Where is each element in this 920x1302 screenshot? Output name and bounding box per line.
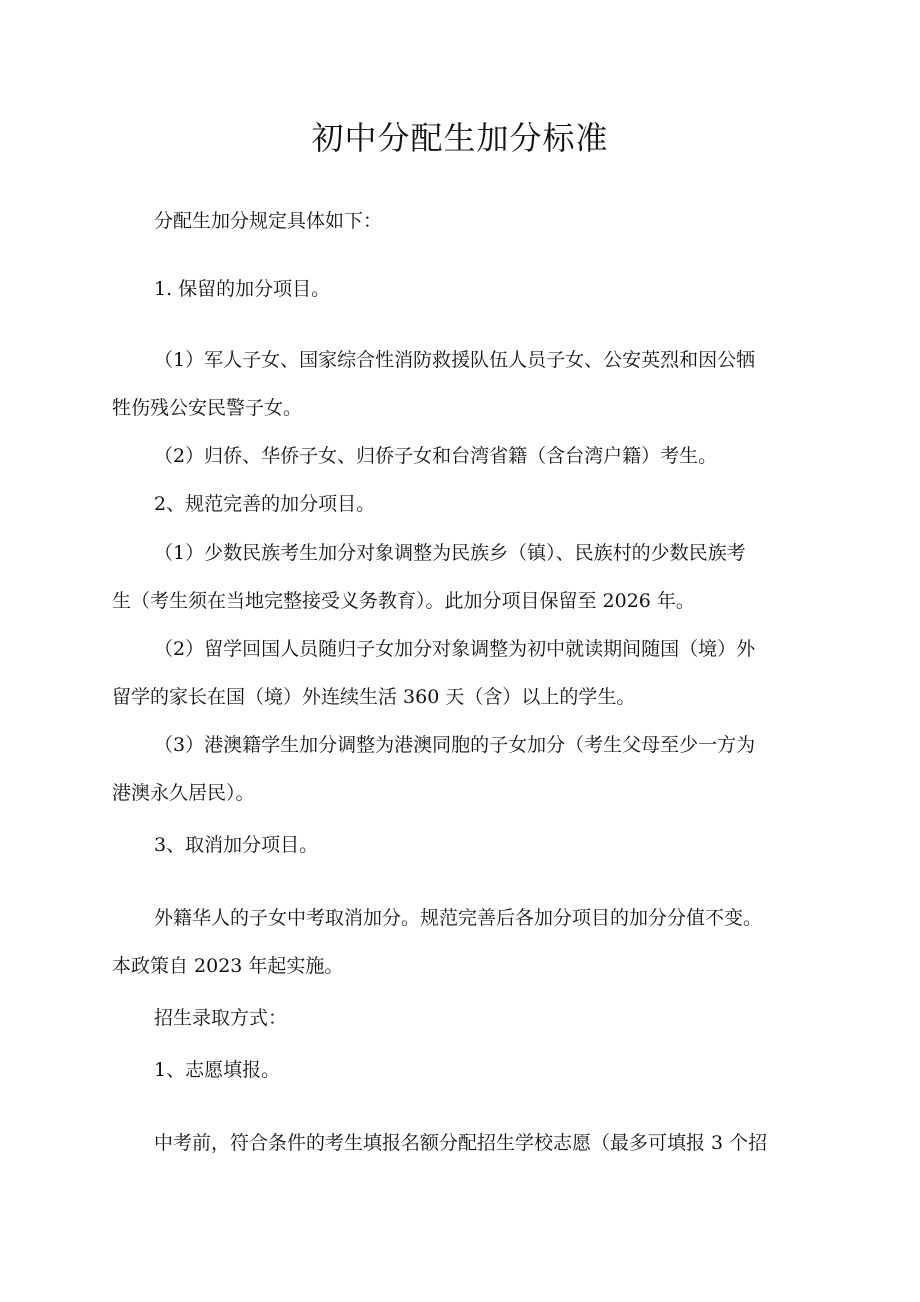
- section3-heading: 3、取消加分项目。: [154, 834, 319, 856]
- section1-item2: （2）归侨、华侨子女、归侨子女和台湾省籍（含台湾户籍）考生。: [154, 445, 718, 467]
- section2-heading: 2、规范完善的加分项目。: [154, 493, 376, 515]
- document-title: 初中分配生加分标准: [311, 119, 609, 157]
- section2-item3-line1: （3）港澳籍学生加分调整为港澳同胞的子女加分（考生父母至少一方为: [154, 734, 756, 756]
- section2-item1-line1: （1）少数民族考生加分对象调整为民族乡（镇）、民族村的少数民族考: [154, 542, 746, 564]
- admission-para-line1: 中考前，符合条件的考生填报名额分配招生学校志愿（最多可填报 3 个招: [154, 1132, 768, 1154]
- section1-heading: 1. 保留的加分项目。: [154, 278, 331, 300]
- admission-item1: 1、志愿填报。: [154, 1059, 281, 1081]
- section1-item1-line2: 牲伤残公安民警子女。: [112, 397, 303, 419]
- section2-item1-line2: 生（考生须在当地完整接受义务教育）。此加分项目保留至 2026 年。: [112, 590, 695, 612]
- section3-para-line2: 本政策自 2023 年起实施。: [112, 955, 344, 977]
- section2-item2-line1: （2）留学回国人员随归子女加分对象调整为初中就读期间随国（境）外: [154, 638, 756, 660]
- intro-text: 分配生加分规定具体如下：: [154, 210, 383, 232]
- section2-item3-line2: 港澳永久居民）。: [112, 782, 255, 804]
- section3-para-line1: 外籍华人的子女中考取消加分。规范完善后各加分项目的加分分值不变。: [154, 907, 763, 929]
- section1-item1-line1: （1）军人子女、国家综合性消防救援队伍人员子女、公安英烈和因公牺: [154, 349, 756, 371]
- admission-heading: 招生录取方式：: [154, 1007, 288, 1029]
- section2-item2-line2: 留学的家长在国（境）外连续生活 360 天（含）以上的学生。: [112, 686, 636, 708]
